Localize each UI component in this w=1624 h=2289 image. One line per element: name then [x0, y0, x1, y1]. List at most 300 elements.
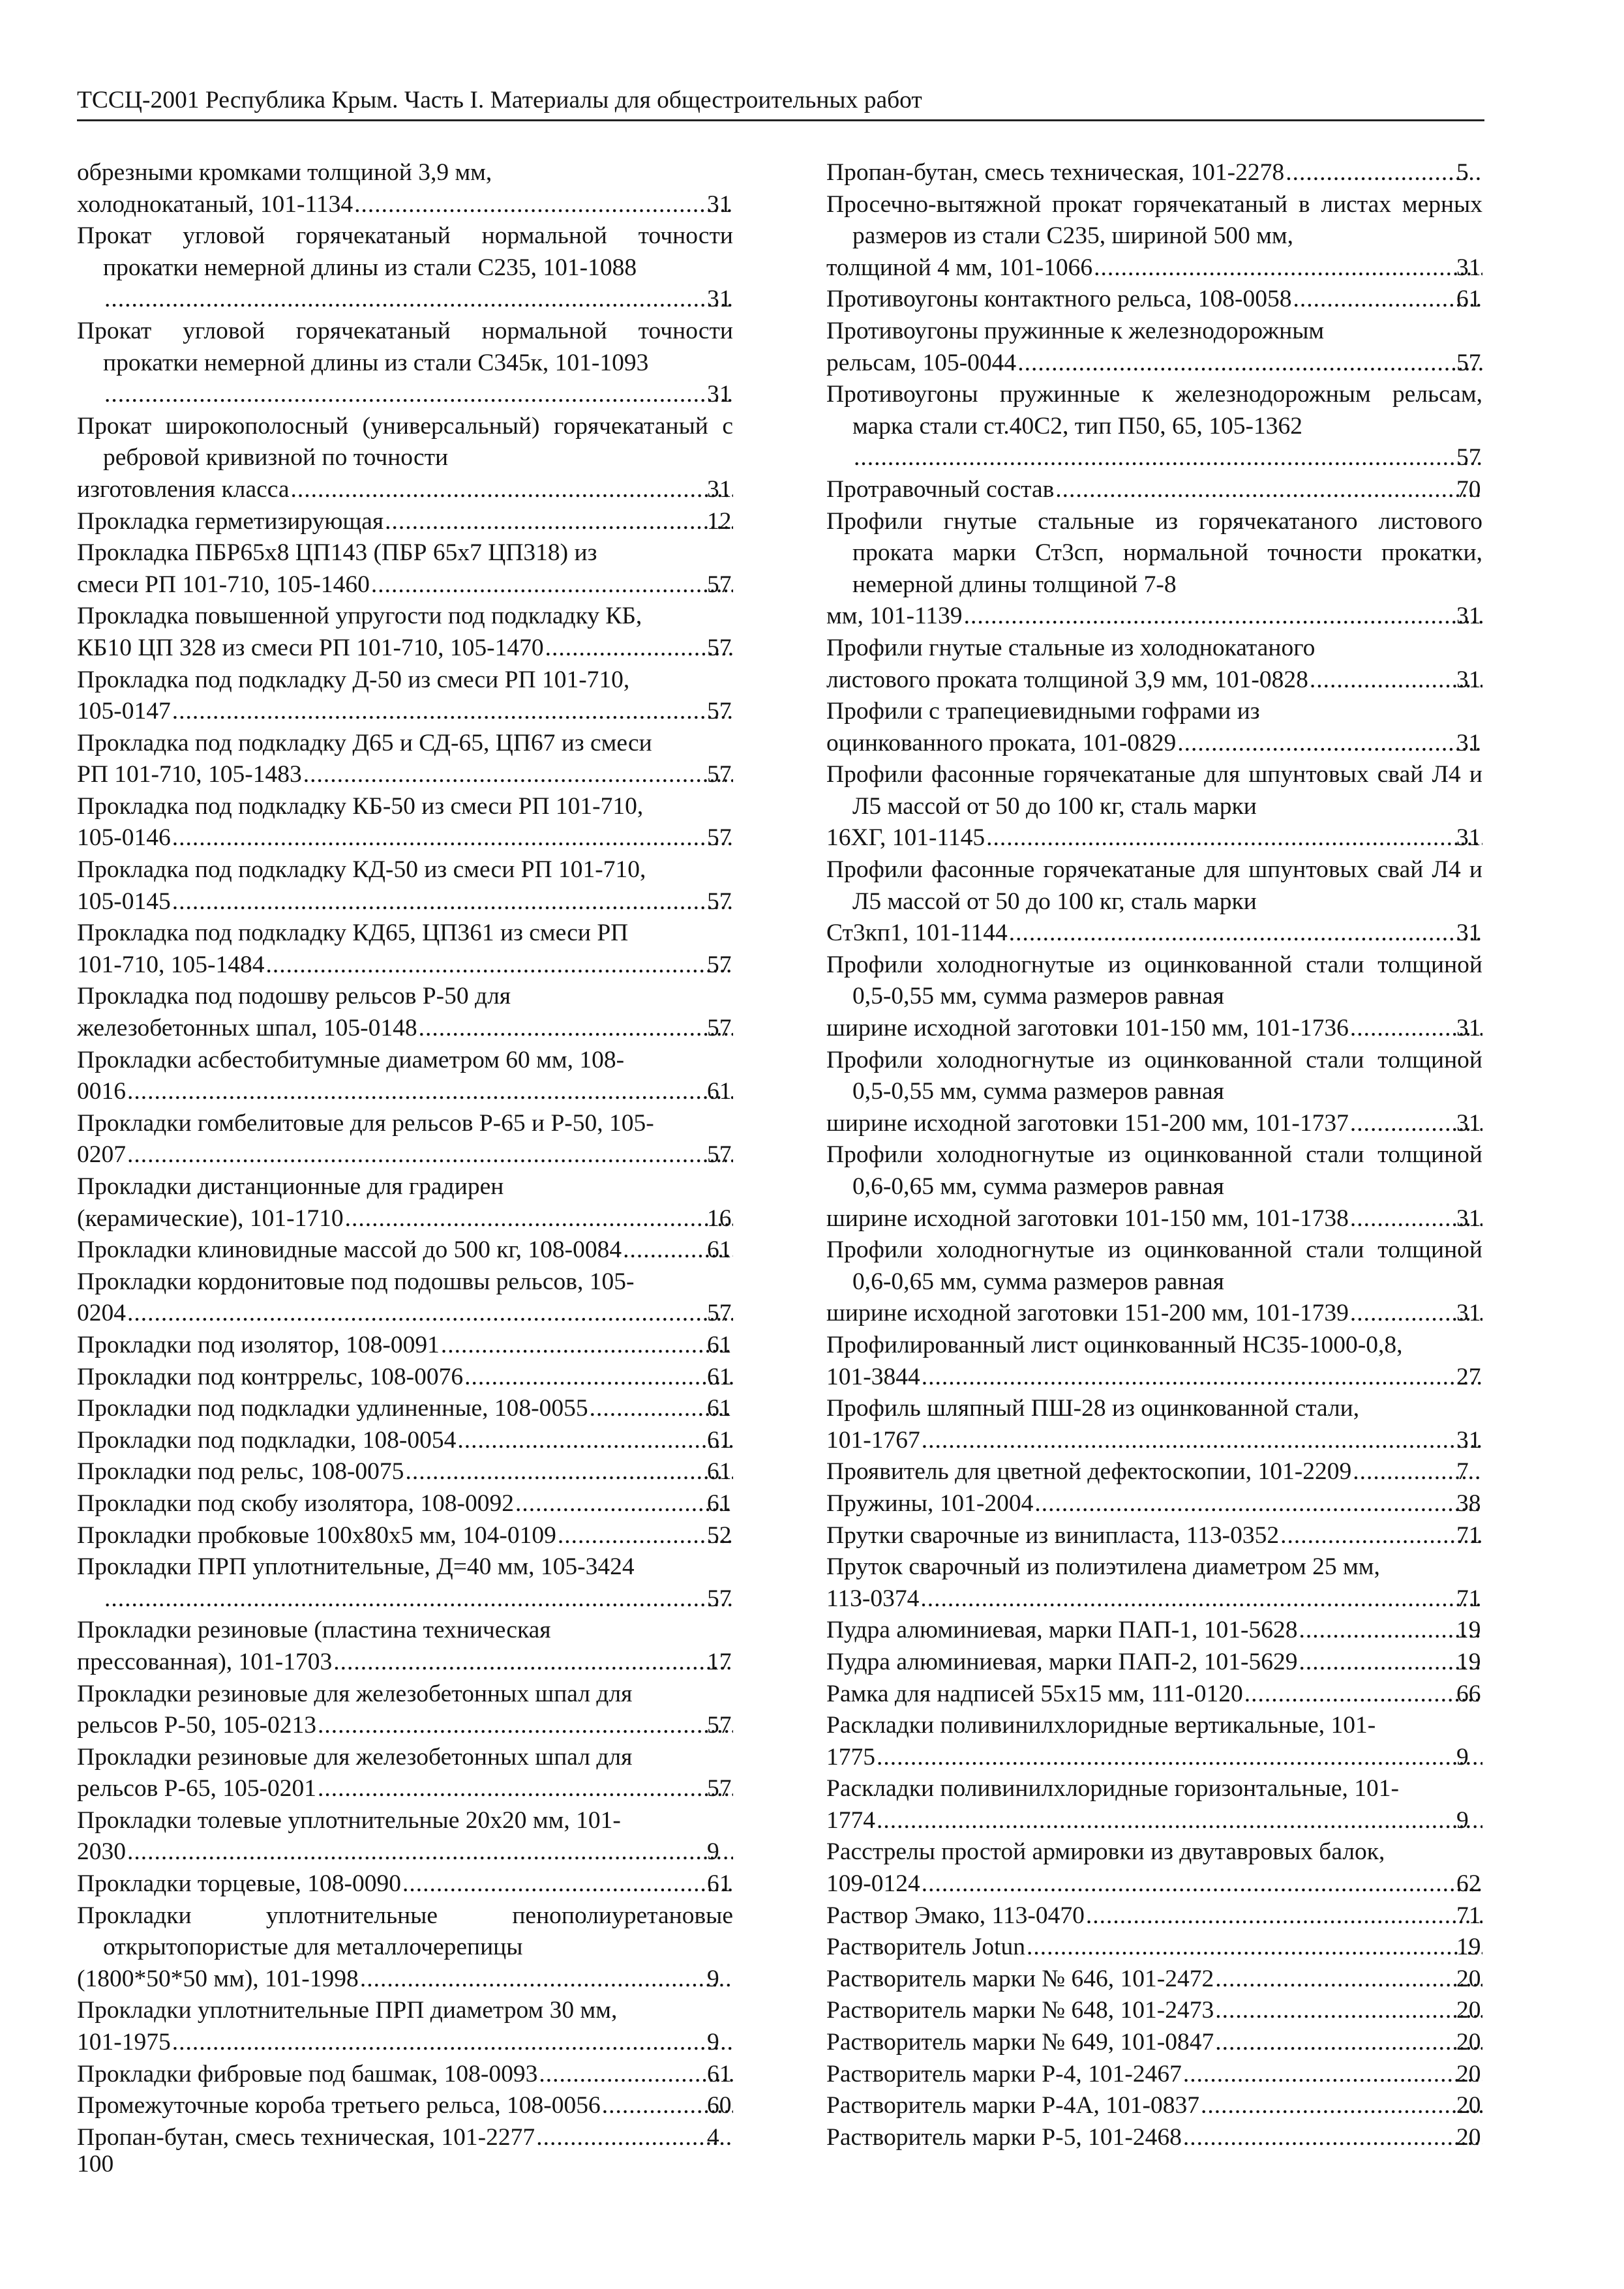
index-entry: [826, 633, 1482, 696]
entry-line: прессованная), 101-1703 ..... 17: [103, 1647, 733, 1679]
entry-line: толщиной 4 мм, 101-1066 ..... 31: [852, 252, 1482, 284]
dot-leader: [404, 1456, 733, 1488]
entry-line: Растворитель марки № 646, 101-2472 ..... 20: [852, 1964, 1482, 1996]
dot-leader: [417, 1013, 733, 1045]
dot-leader: [126, 1076, 733, 1108]
index-entry: [77, 1045, 733, 1108]
entry-name: Прокладки под контррельс, 108-0076: [77, 1363, 464, 1390]
entry-name: Пружины, 101-2004: [826, 1489, 1034, 1517]
entry-line: ..... 31: [103, 284, 733, 316]
index-entry: [826, 1995, 1482, 2027]
index-entry: [826, 1234, 1482, 1330]
entry-line: Раствор Эмако, 113-0470 ..... 71: [852, 1900, 1482, 1932]
entry-line: Протравочный состав ..... 70: [852, 474, 1482, 506]
index-entry: [77, 1330, 733, 1362]
entry-text: Профили гнутые стальные из горячекатаного листового проката марки Ст3сп, нормальной точности прокатки, немерной длины толщиной 7-8: [826, 507, 1482, 598]
dot-leader: [963, 601, 1482, 633]
entry-name: Промежуточные короба третьего рельса, 108-0056: [77, 2092, 601, 2119]
index-entry: [826, 1615, 1482, 1647]
entry-line: Прокладка герметизирующая ..... 12: [103, 506, 733, 538]
entry-name: Растворитель марки Р-4, 101-2467: [826, 2060, 1182, 2087]
entry-line: Прокладки под изолятор, 108-0091 ..... 61: [103, 1330, 733, 1362]
entry-text: Профили холодногнутые из оцинкованной стали толщиной 0,5-0,55 мм, сумма размеров равная: [826, 1046, 1482, 1105]
entry-name: 16ХГ, 101-1145: [826, 824, 985, 852]
index-entry: [826, 1139, 1482, 1234]
entry-name: 2030: [77, 1838, 126, 1866]
entry-line: Пудра алюминиевая, марки ПАП-2, 101-5629 ..... 19: [852, 1647, 1482, 1679]
entry-text: Прокладки резиновые (пластина техническая: [77, 1617, 551, 1644]
entry-name: смеси РП 101-710, 105-1460: [77, 571, 370, 598]
dot-leader: [1025, 1932, 1482, 1964]
entry-line: Пропан-бутан, смесь техническая, 101-2277 ..... 4: [103, 2122, 733, 2154]
entry-text: Прокладки уплотнительные пенополиуретановые открытопористые для металлочерепицы: [77, 1902, 733, 1961]
entry-name: Раствор Эмако, 113-0470: [826, 1902, 1085, 1929]
entry-line: холоднокатаный, 101-1134 ..... 31: [103, 189, 733, 221]
index-entry: [826, 506, 1482, 633]
entry-text: Прокладки ПРП уплотнительные, Д=40 мм, 105-3424: [77, 1553, 635, 1581]
index-entry: [826, 1488, 1482, 1520]
entry-line: рельсам, 105-0044 ..... 57: [852, 348, 1482, 380]
dot-leader: [171, 822, 733, 854]
dot-leader: [171, 2027, 733, 2059]
entry-text: Прокат угловой горячекатаный нормальной точности прокатки немерной длины из стали С235, 101-1088: [77, 222, 733, 281]
entry-line: оцинкованного проката, 101-0829 ..... 31: [852, 728, 1482, 760]
entry-name: 109-0124: [826, 1870, 920, 1898]
dot-leader: [103, 1583, 733, 1615]
dot-leader: [440, 1330, 733, 1362]
entry-line: смеси РП 101-710, 105-1460 ..... 57: [103, 569, 733, 601]
index-column-left: [77, 157, 733, 2153]
entry-line: (1800*50*50 мм), 101-1998 ..... 9: [103, 1964, 733, 1996]
dot-leader: [171, 696, 733, 728]
index-entry: [77, 506, 733, 538]
entry-name: ширине исходной заготовки 101-150 мм, 101-1738: [826, 1204, 1349, 1232]
index-entry: [77, 1425, 733, 1457]
index-entry: [826, 1836, 1482, 1900]
entry-name: Пудра алюминиевая, марки ПАП-1, 101-5628: [826, 1617, 1298, 1644]
index-entry: [826, 696, 1482, 759]
entry-name: 101-3844: [826, 1363, 920, 1390]
entry-text: Прокладка под подошву рельсов Р-50 для: [77, 983, 511, 1010]
dot-leader: [1016, 348, 1482, 380]
index-entry: [77, 1393, 733, 1425]
dot-leader: [126, 1298, 733, 1330]
dot-leader: [353, 189, 733, 221]
index-entry: [77, 1679, 733, 1742]
header-rule: [77, 119, 1484, 121]
dot-leader: [103, 284, 733, 316]
dot-leader: [1054, 474, 1482, 506]
index-entry: [77, 1488, 733, 1520]
entry-text: Прокладки гомбелитовые для рельсов Р-65 и Р-50, 105-: [77, 1109, 654, 1137]
entry-name: Рамка для надписей 55х15 мм, 111-0120: [826, 1680, 1243, 1707]
entry-name: Растворитель марки № 649, 101-0847: [826, 2029, 1214, 2056]
entry-name: Пропан-бутан, смесь техническая, 101-2278: [826, 159, 1285, 186]
index-entry: [826, 1679, 1482, 1711]
index-entry: [77, 665, 733, 728]
index-entry: [826, 1773, 1482, 1836]
entry-text: Профили фасонные горячекатаные для шпунтовых свай Л4 и Л5 массой от 50 до 100 кг, сталь марки: [826, 856, 1482, 915]
dot-leader: [1085, 1900, 1482, 1932]
entry-line: 101-3844 ..... 27: [852, 1362, 1482, 1394]
entry-text: Прокладки кордонитовые под подошвы рельсов, 105-: [77, 1268, 635, 1295]
entry-text: Прокат широкополосный (универсальный) горячекатаный с ребровой кривизной по точности: [77, 412, 733, 471]
entry-text: Прокладка под подкладку КД-50 из смеси РП 101-710,: [77, 856, 646, 884]
entry-line: 0207 ..... 57: [103, 1139, 733, 1171]
entry-name: Растворитель марки Р-5, 101-2468: [826, 2123, 1182, 2151]
entry-name: рельсов Р-50, 105-0213: [77, 1712, 317, 1739]
entry-name: железобетонных шпал, 105-0148: [77, 1015, 417, 1042]
entry-name: ширине исходной заготовки 101-150 мм, 101-1736: [826, 1015, 1349, 1042]
entry-name: 0204: [77, 1300, 126, 1327]
index-entry: [826, 854, 1482, 950]
entry-text: Противоугоны пружинные к железнодорожным рельсам, марка стали ст.40С2, тип П50, 65, 105-1362: [826, 381, 1482, 440]
entry-text: Прокладка ПБР65х8 ЦП143 (ПБР 65х7 ЦП318) из: [77, 539, 597, 567]
entry-name: Растворитель марки Р-4А, 101-0837: [826, 2092, 1199, 2119]
entry-name: 1774: [826, 1806, 875, 1834]
entry-text: Раскладки поливинилхлоридные горизонтальные, 101-: [826, 1775, 1400, 1803]
index-entry: [826, 1045, 1482, 1140]
entry-name: Прокладки фибровые под башмак, 108-0093: [77, 2060, 538, 2087]
entry-text: обрезными кромками толщиной 3,9 мм,: [77, 159, 492, 186]
index-entry: [77, 220, 733, 316]
entry-text: Профили гнутые стальные из холоднокатаного: [826, 634, 1316, 661]
entry-line: изготовления класса ..... 31: [103, 474, 733, 506]
index-entry: [77, 601, 733, 664]
entry-line: Прокладки под контррельс, 108-0076 ..... 61: [103, 1362, 733, 1394]
entry-name: листового проката толщиной 3,9 мм, 101-0828: [826, 666, 1308, 693]
dot-leader: [1176, 728, 1482, 760]
index-entry: [77, 537, 733, 601]
entry-name: рельсам, 105-0044: [826, 349, 1017, 376]
index-entry: [826, 1900, 1482, 1932]
index-entry: [826, 1456, 1482, 1488]
index-entry: [77, 1520, 733, 1552]
index-entry: [826, 1964, 1482, 1996]
entry-name: 101-1975: [77, 2029, 171, 2056]
entry-name: 101-1767: [826, 1426, 920, 1454]
entry-line: 113-0374 ..... 71: [852, 1583, 1482, 1615]
entry-line: Растворитель Jotun ..... 19: [852, 1932, 1482, 1964]
entry-name: Прокладки торцевые, 108-0090: [77, 1870, 402, 1898]
entry-line: Пропан-бутан, смесь техническая, 101-2278 ..... 5: [852, 157, 1482, 189]
entry-name: Прокладки клиновидные массой до 500 кг, 108-0084: [77, 1236, 622, 1264]
entry-line: 0204 ..... 57: [103, 1298, 733, 1330]
entry-line: 109-0124 ..... 62: [852, 1868, 1482, 1900]
dot-leader: [544, 633, 733, 665]
dot-leader: [456, 1425, 733, 1457]
entry-line: (керамические), 101-1710 ..... 16: [103, 1203, 733, 1235]
entry-line: 105-0146 ..... 57: [103, 822, 733, 854]
index-entry: [77, 1900, 733, 1996]
entry-line: Ст3кп1, 101-1144 ..... 31: [852, 918, 1482, 950]
entry-line: ..... 31: [103, 379, 733, 411]
entry-line: Противоугоны контактного рельса, 108-0058 ..... 61: [852, 284, 1482, 316]
dot-leader: [1297, 1615, 1482, 1647]
dot-leader: [171, 886, 733, 918]
entry-name: Прокладка герметизирующая: [77, 507, 384, 535]
dot-leader: [875, 1805, 1482, 1837]
index-entry: [77, 411, 733, 506]
entry-name: 105-0146: [77, 824, 171, 852]
entry-line: 1774 ..... 9: [852, 1805, 1482, 1837]
entry-name: (1800*50*50 мм), 101-1998: [77, 1965, 359, 1992]
entry-line: 2030 ..... 9: [103, 1836, 733, 1868]
entry-text: Пруток сварочный из полиэтилена диаметром 25 мм,: [826, 1553, 1380, 1581]
index-entry: [77, 1234, 733, 1266]
entry-name: ширине исходной заготовки 151-200 мм, 101-1739: [826, 1300, 1349, 1327]
page-number: 100: [77, 2151, 114, 2177]
entry-name: 0207: [77, 1141, 126, 1169]
dot-leader: [985, 822, 1482, 854]
index-entry: [826, 379, 1482, 474]
entry-text: Профили холодногнутые из оцинкованной стали толщиной 0,6-0,65 мм, сумма размеров равная: [826, 1236, 1482, 1295]
entry-text: Профили холодногнутые из оцинкованной стали толщиной 0,5-0,55 мм, сумма размеров равная: [826, 951, 1482, 1010]
entry-line: Пружины, 101-2004 ..... 38: [852, 1488, 1482, 1520]
entry-name: оцинкованного проката, 101-0829: [826, 729, 1177, 756]
entry-line: мм, 101-1139 ..... 31: [852, 601, 1482, 633]
entry-name: Прокладки под подкладки, 108-0054: [77, 1426, 457, 1454]
dot-leader: [1214, 1995, 1482, 2027]
entry-name: Противоугоны контактного рельса, 108-0058: [826, 286, 1292, 313]
index-entry: [77, 1171, 733, 1234]
dot-leader: [920, 1868, 1482, 1900]
dot-leader: [126, 1836, 733, 1868]
index-entry: [77, 1868, 733, 1900]
entry-name: Пудра алюминиевая, марки ПАП-2, 101-5629: [826, 1648, 1298, 1675]
entry-name: Растворитель Jotun: [826, 1934, 1026, 1961]
index-entry: [77, 1615, 733, 1678]
dot-leader: [920, 1425, 1482, 1457]
entry-name: Растворитель марки № 648, 101-2473: [826, 1997, 1214, 2024]
entry-text: Профили холодногнутые из оцинкованной стали толщиной 0,6-0,65 мм, сумма размеров равная: [826, 1141, 1482, 1200]
entry-name: прессованная), 101-1703: [77, 1648, 333, 1675]
dot-leader: [463, 1362, 733, 1394]
entry-name: Пропан-бутан, смесь техническая, 101-2277: [77, 2123, 535, 2151]
entry-text: Профили с трапециевидными гофрами из: [826, 698, 1260, 725]
dot-leader: [1092, 252, 1482, 284]
index-entry: [826, 1647, 1482, 1679]
entry-line: 1775 ..... 9: [852, 1742, 1482, 1774]
entry-line: 16ХГ, 101-1145 ..... 31: [852, 822, 1482, 854]
entry-line: ширине исходной заготовки 151-200 мм, 101-1739 ..... 31: [852, 1298, 1482, 1330]
index-entry: [77, 1266, 733, 1330]
dot-leader: [1182, 2122, 1482, 2154]
entry-name: 101-710, 105-1484: [77, 951, 265, 978]
index-entry: [77, 854, 733, 918]
entry-text: Прокладки уплотнительные ПРП диаметром 30 мм,: [77, 1997, 618, 2024]
dot-leader: [537, 2059, 733, 2091]
dot-leader: [920, 1362, 1482, 1394]
index-entry: [77, 1551, 733, 1615]
entry-line: Прокладки клиновидные массой до 500 кг, 108-0084 ..... 61: [103, 1234, 733, 1266]
index-entry: [826, 1710, 1482, 1773]
index-entry: [826, 316, 1482, 379]
entry-name: 113-0374: [826, 1585, 920, 1612]
entry-name: 105-0145: [77, 888, 171, 915]
entry-name: изготовления класса: [77, 475, 290, 503]
entry-name: (керамические), 101-1710: [77, 1204, 344, 1232]
entry-name: Ст3кп1, 101-1144: [826, 920, 1008, 947]
dot-leader: [1199, 2090, 1482, 2122]
dot-leader: [344, 1203, 733, 1235]
index-entry: [826, 1393, 1482, 1456]
entry-text: Прокладки резиновые для железобетонных шпал для: [77, 1680, 633, 1707]
dot-leader: [875, 1742, 1482, 1774]
entry-name: Прокладки под подкладки удлиненные, 108-0055: [77, 1395, 588, 1422]
entry-line: Прокладки под подкладки, 108-0054 ..... 61: [103, 1425, 733, 1457]
entry-name: толщиной 4 мм, 101-1066: [826, 254, 1093, 281]
dot-leader: [316, 1710, 733, 1742]
entry-line: РП 101-710, 105-1483 ..... 57: [103, 759, 733, 791]
index-entry: [77, 1108, 733, 1171]
entry-line: ширине исходной заготовки 101-150 мм, 101-1736 ..... 31: [852, 1013, 1482, 1045]
dot-leader: [383, 506, 733, 538]
entry-text: Прокладка под подкладку Д-50 из смеси РП 101-710,: [77, 666, 630, 693]
index-entry: [77, 2059, 733, 2091]
dot-leader: [370, 569, 733, 601]
dot-leader: [1214, 2027, 1482, 2059]
entry-line: Прокладки фибровые под башмак, 108-0093 ..... 61: [103, 2059, 733, 2091]
dot-leader: [535, 2122, 733, 2154]
entry-line: Растворитель марки № 649, 101-0847 ..... 20: [852, 2027, 1482, 2059]
index-entry: [77, 157, 733, 220]
index-entry: [826, 189, 1482, 284]
dot-leader: [514, 1488, 733, 1520]
index-entry: [77, 1995, 733, 2058]
dot-leader: [1008, 918, 1482, 950]
dot-leader: [1214, 1964, 1482, 1996]
entry-text: Профиль шляпный ПШ-28 из оцинкованной стали,: [826, 1395, 1360, 1422]
entry-line: ширине исходной заготовки 101-150 мм, 101-1738 ..... 31: [852, 1203, 1482, 1235]
index-entry: [77, 918, 733, 981]
entry-name: Прокладки под изолятор, 108-0091: [77, 1331, 440, 1358]
entry-name: ширине исходной заготовки 151-200 мм, 101-1737: [826, 1109, 1349, 1137]
entry-name: Прокладки пробковые 100х80х5 мм, 104-0109: [77, 1521, 556, 1549]
dot-leader: [1182, 2059, 1482, 2091]
index-entry: [77, 2090, 733, 2122]
index-entry: [826, 2059, 1482, 2091]
entry-line: 101-1767 ..... 31: [852, 1425, 1482, 1457]
entry-name: Прокладки под скобу изолятора, 108-0092: [77, 1489, 514, 1517]
entry-line: Растворитель марки № 648, 101-2473 ..... 20: [852, 1995, 1482, 2027]
entry-line: ширине исходной заготовки 151-200 мм, 101-1737 ..... 31: [852, 1108, 1482, 1140]
entry-line: ..... 57: [852, 442, 1482, 474]
entry-name: 0016: [77, 1078, 126, 1105]
entry-line: КБ10 ЦП 328 из смеси РП 101-710, 105-1470 ..... 57: [103, 633, 733, 665]
dot-leader: [302, 759, 733, 791]
dot-leader: [1279, 1520, 1482, 1552]
entry-name: холоднокатаный, 101-1134: [77, 190, 353, 218]
entry-text: Прокладки асбестобитумные диаметром 60 мм, 108-: [77, 1046, 625, 1073]
entry-text: Прокладка под подкладку КБ-50 из смеси РП 101-710,: [77, 792, 644, 820]
index-entry: [826, 1330, 1482, 1393]
entry-line: 105-0147 ..... 57: [103, 696, 733, 728]
running-header: ТССЦ-2001 Республика Крым. Часть I. Материалы для общестроительных работ: [77, 87, 922, 113]
entry-name: РП 101-710, 105-1483: [77, 761, 302, 788]
dot-leader: [290, 474, 733, 506]
index-entry: [826, 2027, 1482, 2059]
index-entry: [77, 1456, 733, 1488]
entry-line: Прокладки под подкладки удлиненные, 108-0055 ..... 61: [103, 1393, 733, 1425]
entry-line: рельсов Р-50, 105-0213 ..... 57: [103, 1710, 733, 1742]
index-entry: [77, 1805, 733, 1868]
index-entry: [77, 1362, 733, 1394]
entry-name: 105-0147: [77, 698, 171, 725]
entry-line: Пудра алюминиевая, марки ПАП-1, 101-5628 ..... 19: [852, 1615, 1482, 1647]
index-entry: [77, 728, 733, 791]
index-column-right: [826, 157, 1482, 2153]
dot-leader: [316, 1773, 733, 1805]
index-entry: [826, 2090, 1482, 2122]
entry-text: Прокат угловой горячекатаный нормальной точности прокатки немерной длины из стали С345к, 101-1093: [77, 317, 733, 376]
index-entry: [826, 157, 1482, 189]
dot-leader: [103, 379, 733, 411]
index-entry: [77, 1742, 733, 1805]
entry-name: Прутки сварочные из винипласта, 113-0352: [826, 1521, 1280, 1549]
index-entry: [826, 474, 1482, 506]
index-entry: [826, 1520, 1482, 1552]
entry-line: Проявитель для цветной дефектоскопии, 101-2209 ..... 7: [852, 1456, 1482, 1488]
entry-text: Прокладки толевые уплотнительные 20х20 мм, 101-: [77, 1806, 621, 1834]
entry-line: 101-710, 105-1484 ..... 57: [103, 950, 733, 981]
index-entry: [826, 1551, 1482, 1615]
entry-line: рельсов Р-65, 105-0201 ..... 57: [103, 1773, 733, 1805]
index-entry: [77, 2122, 733, 2154]
index-entry: [826, 284, 1482, 316]
dot-leader: [1297, 1647, 1482, 1679]
entry-text: Расстрелы простой армировки из двутавровых балок,: [826, 1838, 1385, 1866]
entry-line: Прокладки под рельс, 108-0075 ..... 61: [103, 1456, 733, 1488]
index-entry: [826, 2122, 1482, 2154]
entry-text: Профили фасонные горячекатаные для шпунтовых свай Л4 и Л5 массой от 50 до 100 кг, сталь марки: [826, 761, 1482, 820]
entry-name: Прокладки под рельс, 108-0075: [77, 1458, 404, 1486]
entry-line: Прокладки под скобу изолятора, 108-0092 ..... 61: [103, 1488, 733, 1520]
entry-line: Прокладки торцевые, 108-0090 ..... 61: [103, 1868, 733, 1900]
dot-leader: [852, 442, 1482, 474]
dot-leader: [126, 1139, 733, 1171]
index-entry: [826, 1932, 1482, 1964]
entry-line: железобетонных шпал, 105-0148 ..... 57: [103, 1013, 733, 1045]
entry-line: 0016 ..... 61: [103, 1076, 733, 1108]
entry-name: Проявитель для цветной дефектоскопии, 101-2209: [826, 1458, 1352, 1486]
dot-leader: [1033, 1488, 1482, 1520]
entry-name: Протравочный состав: [826, 475, 1055, 503]
index-entry: [77, 316, 733, 411]
entry-text: Прокладка повышенной упругости под подкладку КБ,: [77, 603, 642, 630]
entry-line: 101-1975 ..... 9: [103, 2027, 733, 2059]
entry-line: Прокладки пробковые 100х80х5 мм, 104-0109 ..... 52: [103, 1520, 733, 1552]
entry-line: Прутки сварочные из винипласта, 113-0352 ..... 71: [852, 1520, 1482, 1552]
entry-name: 1775: [826, 1743, 875, 1771]
dot-leader: [401, 1868, 733, 1900]
index-entry: [77, 791, 733, 854]
index-entry: [77, 981, 733, 1044]
entry-line: Растворитель марки Р-5, 101-2468 ..... 20: [852, 2122, 1482, 2154]
entry-line: Растворитель марки Р-4, 101-2467 ..... 20: [852, 2059, 1482, 2091]
dot-leader: [1243, 1679, 1482, 1711]
entry-line: 105-0145 ..... 57: [103, 886, 733, 918]
index-entry: [826, 950, 1482, 1045]
entry-line: листового проката толщиной 3,9 мм, 101-0828 ..... 31: [852, 665, 1482, 696]
dot-leader: [264, 950, 733, 981]
dot-leader: [1291, 284, 1482, 316]
dot-leader: [359, 1964, 733, 1996]
entry-line: Растворитель марки Р-4А, 101-0837 ..... 20: [852, 2090, 1482, 2122]
entry-text: Прокладки дистанционные для градирен: [77, 1173, 504, 1200]
entry-line: Промежуточные короба третьего рельса, 108-0056 ..... 60: [103, 2090, 733, 2122]
dot-leader: [1284, 157, 1482, 189]
